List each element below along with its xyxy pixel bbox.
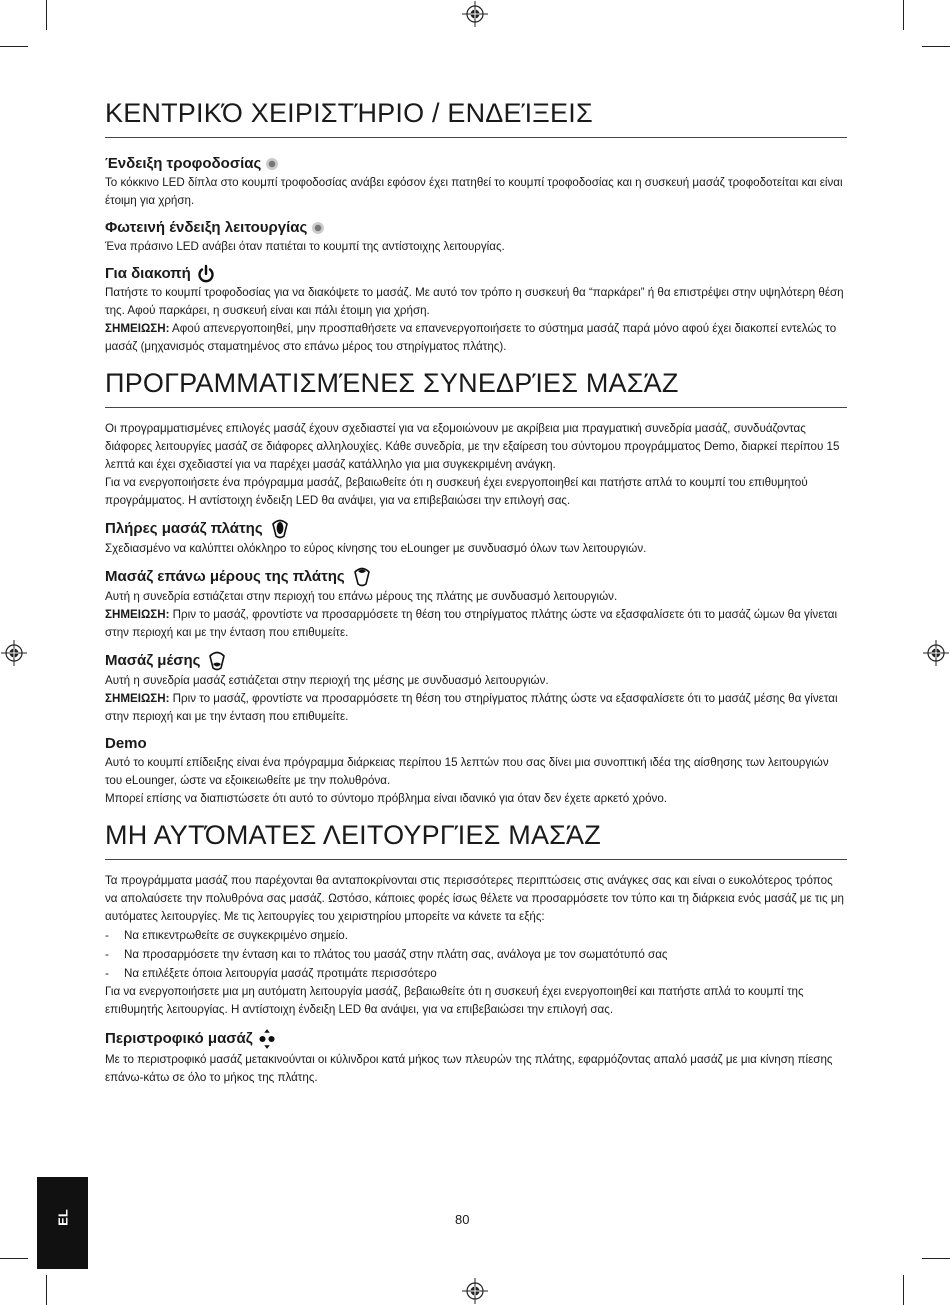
crop-mark [46, 1275, 47, 1305]
upper-back-massage-icon [350, 566, 374, 588]
paragraph: Τα προγράμματα μασάζ που παρέχονται θα ανταποκρίνονται στις περισσότερες περιπτώσεις στις ανάγκες σας και είναι ο ευκολότερος τρόπος να απολαύσετε την πολυθρόνα σας μασάζ. Ωστόσο, κάποιες φορές ίσως θέλετε να προσαρμόσετε τον τύπο και τη διάρκεια ενός μασάζ με τις μη αυτόματες λειτουργίες. Με τις λειτουργίες του χειριστηρίου μπορείτε να κάνετε τα εξής: [105, 874, 844, 924]
crop-mark [0, 46, 28, 47]
rotary-massage-icon [258, 1027, 276, 1051]
list-item: - Να προσαρμόσετε την ένταση και το πλάτος του μασάζ στην πλάτη σας, ανάλογα με τον σωματότυπό σας [105, 945, 847, 964]
paragraph: Με το περιστροφικό μασάζ μετακινούνται οι κύλινδροι κατά μήκος των πλευρών της πλάτης, εφαρμόζοντας απαλό μασάζ με μια κίνηση πίεσης επάνω-κάτω σε όλο το μήκος της πλάτης. [105, 1053, 833, 1085]
led-dot-icon [266, 158, 278, 170]
list-item: - Να επικεντρωθείτε σε συγκεκριμένο σημείο. [105, 926, 847, 945]
language-tab: EL [37, 1177, 88, 1269]
paragraph: Αυτή η συνεδρία μασάζ εστιάζεται στην περιοχή της μέσης με συνδυασμό λειτουργιών. [105, 674, 549, 688]
note-label: ΣΗΜΕΙΩΣΗ: [105, 608, 170, 622]
note-paragraph: ΣΗΜΕΙΩΣΗ: Αφού απενεργοποιηθεί, μην προσπαθήσετε να επανενεργοποιήσετε το σύστημα μασάζ παρά μόνο αφού έχει διακοπεί εντελώς το μασάζ (μηχανισμός σταματημένος στο επάνω μέρος του στηρίγματος πλάτης). [105, 322, 837, 354]
power-icon [196, 264, 216, 284]
note-label: ΣΗΜΕΙΩΣΗ: [105, 322, 170, 336]
registration-mark-icon [462, 1, 488, 27]
paragraph: Οι προγραμματισμένες επιλογές μασάζ έχουν σχεδιαστεί για να εξομοιώνουν με ακρίβεια μια πραγματική συνεδρία μασάζ, συνδυάζοντας διάφορες λειτουργίες μασάζ σε διάφορες αλληλουχίες. Κάθε συνεδρία, με την εξαίρεση του σύντομου προγράμματος Demo, διαρκεί περίπου 15 λεπτά και έχει σχεδιαστεί για να παρέχει μασάζ κατάλληλο για μια συγκεκριμένη ανάγκη. [105, 422, 840, 472]
crop-mark [903, 0, 904, 30]
bullet-list [105, 926, 847, 983]
paragraph: Πατήστε το κουμπί τροφοδοσίας για να διακόψετε το μασάζ. Με αυτό τον τρόπο η συσκευή θα “παρκάρει” ή θα επιστρέψει στην υψηλότερη θέση της. Αφού παρκάρει, η συσκευή είναι και πάλι έτοιμη για χρήση. [105, 286, 844, 318]
section-title-programmed-sessions: ΠΡΟΓΡΑΜΜΑΤΙΣΜΈΝΕΣ ΣΥΝΕΔΡΊΕΣ ΜΑΣΆΖ [105, 368, 847, 408]
note-paragraph: ΣΗΜΕΙΩΣΗ: Πριν το μασάζ, φροντίστε να προσαρμόσετε τη θέση του στηρίγματος πλάτης ώστε να εξασφαλίσετε ότι το μασάζ μέσης θα γίνεται στην περιοχή και με την ένταση που επιθυμείτε. [105, 692, 838, 724]
full-back-massage-icon [268, 518, 292, 540]
paragraph: Για να ενεργοποιήσετε ένα πρόγραμμα μασάζ, βεβαιωθείτε ότι η συσκευή έχει ενεργοποιηθεί και πατήστε απλά το κουμπί του επιθυμητού προγράμματος. Η αντίστοιχη ένδειξη LED θα ανάψει, για να επιβεβαιώσει την επιλογή σας. [105, 476, 808, 508]
crop-mark [922, 1258, 950, 1259]
waist-massage-icon [205, 650, 229, 672]
heading-waist: Μασάζ μέσης [105, 650, 847, 672]
crop-mark [0, 1258, 28, 1259]
section-title-manual-functions: ΜΗ ΑΥΤΌΜΑΤΕΣ ΛΕΙΤΟΥΡΓΊΕΣ ΜΑΣΆΖ [105, 820, 847, 860]
registration-mark-icon [462, 1278, 488, 1304]
registration-mark-icon [1, 640, 27, 666]
page-content [105, 98, 847, 1087]
paragraph: Μπορεί επίσης να διαπιστώσετε ότι αυτό το σύντομο πρόβλημα είναι ιδανικό για όταν δεν έχετε αρκετό χρόνο. [105, 792, 668, 806]
paragraph: Αυτή η συνεδρία εστιάζεται στην περιοχή του επάνω μέρους της πλάτης με συνδυασμό λειτουργιών. [105, 590, 618, 604]
heading-rotary: Περιστροφικό μασάζ [105, 1027, 847, 1051]
section-title-control-panel: ΚΕΝΤΡΙΚΌ ΧΕΙΡΙΣΤΉΡΙΟ / ΕΝΔΕΊΞΕΙΣ [105, 98, 847, 138]
list-item: - Να επιλέξετε όποια λειτουργία μασάζ προτιμάτε περισσότερο [105, 964, 847, 983]
paragraph: Το κόκκινο LED δίπλα στο κουμπί τροφοδοσίας ανάβει εφόσον έχει πατηθεί το κουμπί τροφοδοσίας και η συσκευή μασάζ τροφοδοτείται και είναι έτοιμη για χρήση. [105, 176, 843, 208]
note-paragraph: ΣΗΜΕΙΩΣΗ: Πριν το μασάζ, φροντίστε να προσαρμόσετε τη θέση του στηρίγματος πλάτης ώστε να εξασφαλίσετε ότι το μασάζ ώμων θα γίνεται στην περιοχή και με την ένταση που επιθυμείτε. [105, 608, 838, 640]
crop-mark [46, 0, 47, 30]
paragraph: Για να ενεργοποιήσετε μια μη αυτόματη λειτουργία μασάζ, βεβαιωθείτε ότι η συσκευή έχει ενεργοποιηθεί και πατήστε απλά το κουμπί της επιθυμητής λειτουργίας. Η αντίστοιχη ένδειξη LED θα ανάψει, για να επιβεβαιώσει την επιλογή σας. [105, 985, 804, 1017]
paragraph: Ένα πράσινο LED ανάβει όταν πατιέται το κουμπί της αντίστοιχης λειτουργίας. [105, 240, 505, 254]
crop-mark [922, 46, 950, 47]
heading-power-indicator: Ένδειξη τροφοδοσίας [105, 154, 847, 174]
heading-upper-back: Μασάζ επάνω μέρους της πλάτης [105, 566, 847, 588]
crop-mark [903, 1275, 904, 1305]
led-dot-icon [312, 222, 324, 234]
heading-demo: Demo [105, 735, 147, 753]
heading-full-back: Πλήρες μασάζ πλάτης [105, 518, 847, 540]
registration-mark-icon [923, 640, 949, 666]
heading-function-indicator: Φωτεινή ένδειξη λειτουργίας [105, 218, 847, 238]
note-label: ΣΗΜΕΙΩΣΗ: [105, 692, 170, 706]
paragraph: Αυτό το κουμπί επίδειξης είναι ένα πρόγραμμα διάρκειας περίπου 15 λεπτών που σας δίνει μια συνοπτική ιδέα της αίσθησης των λειτουργιών του eLounger, ώστε να εξοικειωθείτε με την πολυθρόνα. [105, 756, 829, 788]
heading-stop: Για διακοπή [105, 264, 847, 284]
paragraph: Σχεδιασμένο να καλύπτει ολόκληρο το εύρος κίνησης του eLounger με συνδυασμό όλων των λειτουργιών. [105, 542, 647, 556]
page-number: 80 [455, 1212, 470, 1227]
